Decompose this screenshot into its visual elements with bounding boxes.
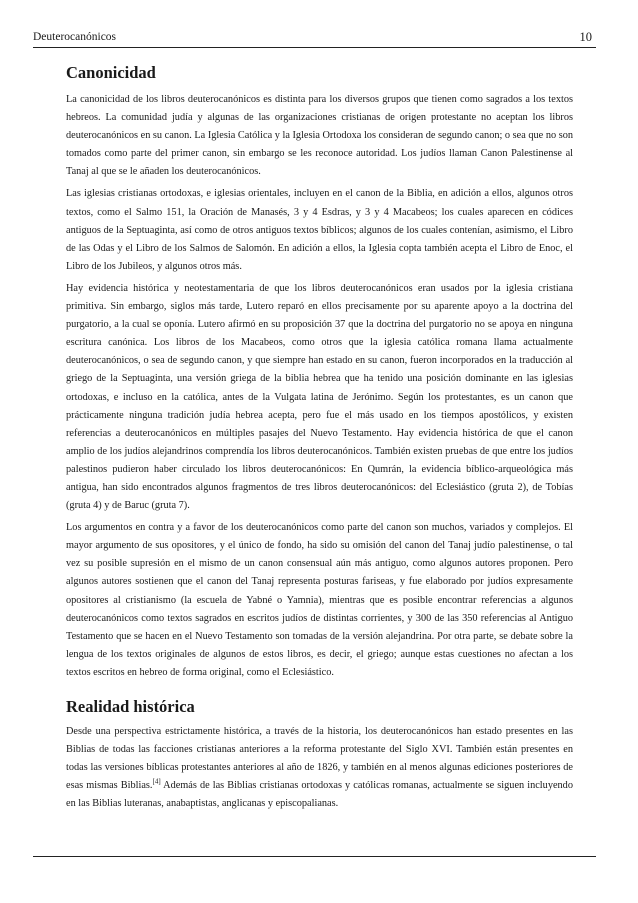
running-header (33, 28, 596, 46)
footer-rule (33, 856, 596, 857)
paragraph: La canonicidad de los libros deuterocanónicos es distinta para los diversos grupos que tienen como sagrados a los textos hebreos. La comunidad judía y algunas de las organizaciones cristianas de origen protestante no aceptan los libros deuterocanónicos en su canon. La Iglesia Católica y la Iglesia Ortodoxa los consideran de segundo canon; o sea que no son tomados como parte del primer canon, sin embargo se les reconoce autoridad. Los judíos llaman Canon Palestinense al Tanaj al que se le añaden los deuterocanónicos. (66, 94, 573, 178)
section-heading-realidad-historica: Realidad histórica (66, 697, 195, 716)
page-body (66, 62, 573, 817)
section-heading-canonicidad: Canonicidad (66, 63, 156, 82)
paragraph-text: Desde una perspectiva estrictamente histórica, a través de la historia, los deuterocanónicos han estado presentes en las Biblias de todas las facciones cristianas anteriores a la reforma protestante del Siglo XVI. También están presentes en todas las versiones bíblicas protestantes anteriores al año de 1826, y también en al menos algunas ediciones posteriores de esas mismas Biblias. (66, 726, 573, 792)
reference-link[interactable]: [4] (152, 777, 161, 786)
header-rule (33, 47, 596, 48)
running-header-title: Deuterocanónicos (33, 31, 117, 43)
paragraph-text: Además de las Biblias cristianas ortodoxas y católicas romanas, actualmente se siguen incluyendo en las Biblias luteranas, anabaptistas, anglicanas y episcopalianas. (66, 780, 573, 810)
paragraph: Las iglesias cristianas ortodoxas, e iglesias orientales, incluyen en el canon de la Biblia, en adición a ellos, algunos otros textos, como el Salmo 151, la Oración de Manasés, 3 y 4 Esdras, y 3 y 4 Macabeos; los cuales aparecen en códices antiguos de la Septuaginta, así como de otros antiguos textos bíblicos; algunos de los cuales contenían, asimismo, el Libro de las Odas y el Libro de los Salmos de Salomón. En adición a ellos, la Iglesia copta también acepta el Libro de Enoc, el Libro de los Jubileos, y algunos otros más. (66, 188, 573, 272)
page-number: 10 (579, 30, 592, 44)
paragraph (66, 723, 573, 813)
paragraph: Los argumentos en contra y a favor de los deuterocanónicos como parte del canon son muchos, variados y complejos. El mayor argumento de sus opositores, y el único de fondo, ha sido su omisión del canon del Tanaj judío palestinense, o tal vez su posible supresión en el mismo de un canon consensual aún más antiguo, como algunos autores proponen. Pero algunos autores sostienen que el canon del Tanaj representa posturas fariseas, y fue elaborado por judíos expresamente opositores al cristianismo (la escuela de Yabné o Yamnia), mientras que es posible encontrar referencias a algunos deuterocanónicos como textos sagrados en escritos judíos de distintas corrientes, y 300 de las 350 referencias al Antiguo Testamento que se hacen en el Nuevo Testamento son tomadas de la versión alejandrina. Por otra parte, se debate sobre la lengua de los textos originales de algunos de estos libros, es decir, el griego; aunque estas cuestiones no afectan a los textos escritos en hebreo de forma original, como el Eclesiástico. (66, 522, 573, 678)
paragraph: Hay evidencia histórica y neotestamentaria de que los libros deuterocanónicos eran usados por la iglesia cristiana primitiva. Sin embargo, siglos más tarde, Lutero reparó en ellos precisamente por su aparente apoyo a la doctrina del purgatorio, a la cual se oponía. Lutero afirmó en su proposición 37 que la doctrina del purgatorio no se apoya en ninguna escritura canónica. Los libros de los Macabeos, como otros que la iglesia católica romana llama actualmente deuterocanónicos, o sea de segundo canon, y que siempre han estado en su canon, fueron incorporados en la traducción al griego de la Septuaginta, una versión griega de la biblia hebrea que ha tenido una posición dominante en las iglesias ortodoxas, e incluso en la católica, antes de la Vulgata latina de Jerónimo. Según los protestantes, es un canon que prácticamente ninguna tradición judía hebrea acepta, pero fue el más usado en los tiempos apostólicos, y existen referencias a deuterocanónicos en múltiples pasajes del Nuevo Testamento. Hay evidencia histórica de que el canon amplio de los judíos alejandrinos comprendía los libros deuterocanónicos. También existen pruebas de que entre los judíos palestinos pudieron haber circulado los libros deuterocanónicos: En Qumrán, la evidencia bíblico-arqueológica más antigua, han sido encontrados algunos fragmentos de tres libros deuterocanónicos: del Eclesiástico (gruta 2), de Tobías (gruta 4) y de Baruc (gruta 7). (66, 282, 573, 512)
